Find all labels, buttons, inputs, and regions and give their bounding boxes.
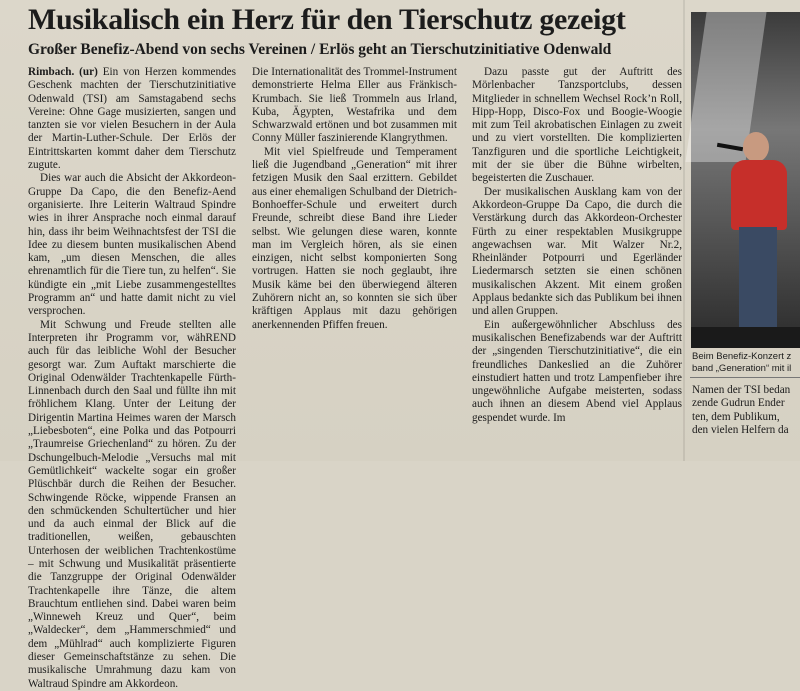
text-line: zende Gudrun Ender <box>692 397 785 410</box>
caption-rule <box>690 377 800 378</box>
article-column-2 <box>252 66 457 458</box>
singer-body <box>731 160 787 230</box>
text-line: den vielen Helfern da <box>692 423 789 436</box>
article-paragraph: Dazu passte gut der Auftritt des Mörlenbacher Tanzsportclubs, dessen Mitglieder in schnellem Wechsel Rock’n Roll, Hipp-Hopp, Disco-Fox und Boogie-Woogie mit zum Teil akrobatischen Einlagen zu zweit und zu viert vorstellten. Die komplizierten Tanzfiguren und die sportliche Leichtigkeit, mit der sie über die Bühne wirbelten, begeisterten die Zuschauer. <box>472 66 682 185</box>
singer-legs <box>739 227 777 337</box>
paragraph-text: Ein von Herzen kommendes Geschenk machten der Tierschutzinitiative Odenwald (TSI) am Samstagabend sechs Vereine: Ohne Gage musizierten, sangen und tanzten sie vor vielen Besuchern in der Aula der Martin-Luther-Schule. Der Erlös der Eintrittskarten kommt daher dem Tierschutz zugute. <box>28 66 236 172</box>
article-paragraph: Dies war auch die Absicht der Akkordeon-Gruppe Da Capo, die den Benefiz-Aend organisierte. Ihre Leiterin Waltraud Spindre wies in ihrer Ansprache noch einmal darauf hin, dass ihr beim Weihnachtsfest der TSI die Idee zu diesem bunten musikalischen Abend kam, „um diesen Menschen, die alles ehrenamtlich für die Tiere tun, zu helfen“. Sie kündigte ein „mit Liebe zusammengestelltes Programm an“ und hatte damit nicht zu viel versprochen. <box>28 172 236 318</box>
caption-line: Beim Benefiz-Konzert z <box>692 351 792 362</box>
article-headline: Musikalisch ein Herz für den Tierschutz gezeigt <box>28 3 626 36</box>
adjacent-article-text <box>692 384 800 437</box>
stage-floor <box>691 327 800 348</box>
article-column-1 <box>28 66 236 690</box>
text-line: Namen der TSI bedan <box>692 384 791 396</box>
article-paragraph: Mit Schwung und Freude stellten alle Interpreten ihr Programm vor, wähREND auch für das leibliche Wohl der Besucher gesorgt war. Zum Auftakt marschierte die Original Odenwälder Trachtenkapelle Fürth-Linnenbach durch den Saal und füllte ihn mit fröhlichem Klang. Unter der Leitung der Dirigentin Martina Heimes waren der Marsch „Liebesboten“, eine Polka und das Potpourri „Traumreise Griechenland“ zu hören. Zu der Dschungelbuch-Melodie „Versuchs mal mit Gemütlichkeit“ wackelte sogar ein großer Plüschbär durch die Reihen der Besucher. Schwingende Röcke, wippende Fransen an den schmückenden Schultertücher und hier und da auch einmal der Blick auf die traditionellen, weißen, gebauschten Unterhosen der weiblichen Trachtenkostüme – mit Schwung und Musikalität präsentierte die Tanzgruppe der Original Odenwälder Trachtenkapelle ihre Tänze, die altem Brauchtum entliehen sind. Dabei waren beim „Winneweh Kreuz und Quer“, beim „Waldecker“, dem „Hammerschmied“ und dem „Mühlrad“ auch komplizierte Figuren dieser Gemeinschaftstänze zu sehen. Die musikalische Umrahmung dazu kam von Waltraud Spindre am Akkordeon. <box>28 318 236 690</box>
photo-caption <box>692 351 800 374</box>
dateline: Rimbach. (ur) <box>28 66 98 78</box>
singer-head <box>743 132 769 162</box>
article-paragraph: Der musikalischen Ausklang kam von der Akkordeon-Gruppe Da Capo, die durch die Verstärkung durch das Akkordeon-Orchester Fürth zu einer respektablen Musikgruppe angewachsen war. Mit Walzer Nr.2, Rheinländer Potpourri und Egerländer Liedermarsch setzten sie einen schönen musikalischen Akzent. Mit einem großen Applaus bedankte sich das Publikum bei ihnen und allen Gruppen. <box>472 185 682 318</box>
article-paragraph: Mit viel Spielfreude und Temperament ließ die Jugendband „Generation“ mit ihrer fetzigen Musik den Saal erzittern. Gebildet aus einer ehemaligen Schulband der Dietrich-Bonhoeffer-Schule und erweitert durch Freunde, schreibt diese Band ihre Lieder selbst. Wie gelungen diese waren, konnte man im Vergleich hören, als sie einen einzigen, nicht selbst komponierten Song vortrugen. Hatten sie noch geglaubt, ihre Musik käme bei den überwiegend älteren Zuhörern nicht an, so konnten sie sich über kräftigen Applaus mit dazu gehörigen anerkennenden Pfiffen freuen. <box>252 145 457 331</box>
article-subhead: Großer Benefiz-Abend von sechs Vereinen / Erlös geht an Tierschutzinitiative Odenwald <box>28 41 612 58</box>
text-line: ten, dem Publikum, <box>692 410 780 423</box>
singer-photo <box>691 12 800 348</box>
caption-line: band „Generation“ mit il <box>692 362 792 374</box>
article-paragraph: Die Internationalität des Trommel-Instrument demonstrierte Helma Eller aus Fränkisch-Krumbach. Sie ließ Trommeln aus Irland, Kuba, Ägypten, Westafrika und dem Schwarzwald ertönen und bot zusammen mit Conny Müller faszinierende Klangrythmen. <box>252 66 457 145</box>
article-paragraph <box>28 66 236 172</box>
article-paragraph: Ein außergewöhnlicher Abschluss des musikalischen Benefizabends war der Auftritt der „singenden Tierschutzinitiative“, die ein freundliches Dankeslied an die Zuhörer einstudiert hatten und trotz Lampenfieber ihre ungewöhnliche Aufgabe meisterten, sodass auch ihnen an diesem Abend viel Applaus gespendet wurde. Im <box>472 318 682 424</box>
column-divider <box>683 0 685 461</box>
article-column-3 <box>472 66 682 458</box>
